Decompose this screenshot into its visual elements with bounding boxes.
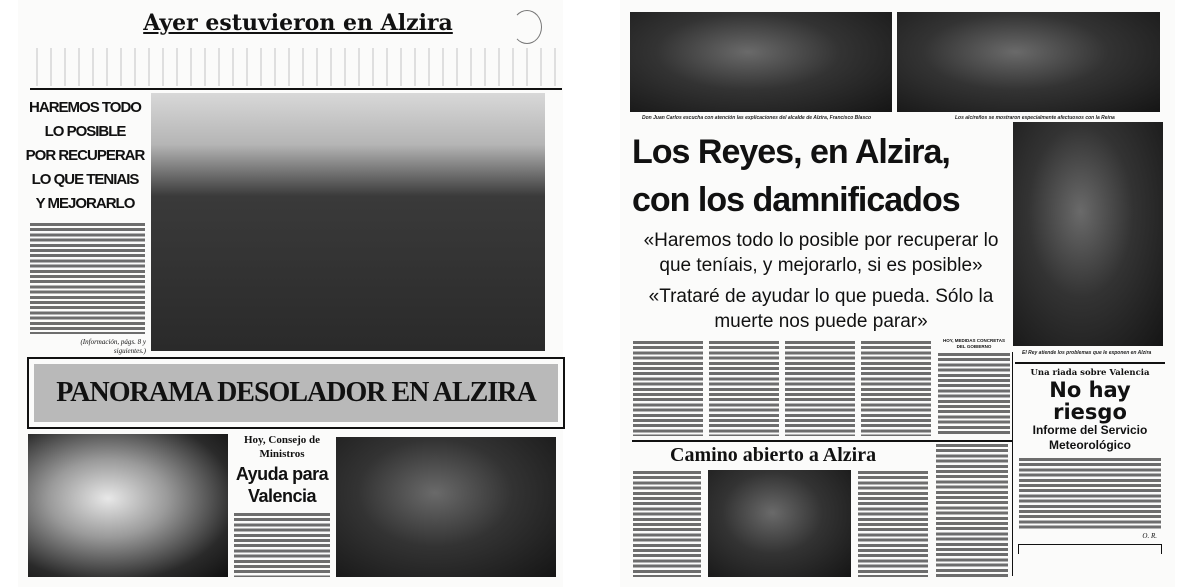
lead-body-text <box>30 222 145 334</box>
banner-headline: PANORAMA DESOLADOR EN ALZIRA <box>34 364 558 422</box>
lead-line: Y MEJORARLO <box>35 195 135 212</box>
section-body-col-2 <box>858 470 928 577</box>
body-col-2 <box>709 340 779 436</box>
body-col-1 <box>633 340 703 436</box>
side-kicker: Hoy, Consejo de Ministros <box>243 434 321 460</box>
side-headline: Ayuda para Valencia <box>235 464 329 506</box>
caption-queen: Los alcireños se mostraron especialmente afectuosos con la Reina <box>955 115 1115 121</box>
weather-signature: O. R. <box>1142 532 1157 540</box>
caption-king: Don Juan Carlos escucha con atención las explicaciones del alcalde de Alzira, Francisco Blasco <box>642 115 872 121</box>
photo-residents-night[interactable] <box>708 470 851 577</box>
side-body-text <box>234 512 330 577</box>
photo-queen-greeted[interactable] <box>897 12 1160 112</box>
body-col-4 <box>861 340 931 436</box>
weather-headline: No hay riesgo <box>1049 378 1131 424</box>
lead-line: HAREMOS TODO <box>29 99 141 116</box>
quote-2: «Trataré de ayudar lo que pueda. Sólo la muerte nos puede parar» <box>648 286 994 332</box>
lead-line: LO POSIBLE <box>44 123 126 140</box>
banner-box <box>27 357 565 429</box>
weather-kicker: Una riada sobre Valencia <box>1030 368 1150 378</box>
info-reference: (Información, págs. 8 y siguientes.) <box>80 338 146 355</box>
lead-line: POR RECUPERAR <box>25 147 145 164</box>
weather-subhead: Informe del Servicio Meteorológico <box>1032 423 1148 452</box>
left-newspaper-page <box>18 0 563 587</box>
faded-masthead <box>30 48 560 86</box>
lead-headline <box>22 96 148 216</box>
subhead-measures: HOY, MEDIDAS CONCRETAS DEL GOBIERNO <box>943 338 1005 349</box>
body-col-5 <box>938 352 1010 436</box>
photo-king-listening[interactable] <box>630 12 892 112</box>
section-divider <box>632 440 1012 442</box>
weather-body-text <box>1019 457 1161 531</box>
caption-king-crowd: El Rey atiende los problemas que le exponen en Alzira <box>1022 350 1152 356</box>
stamp-circle <box>512 10 542 44</box>
lead-line: LO QUE TENIAIS <box>31 171 139 188</box>
photo-king-crowd[interactable] <box>1013 122 1163 346</box>
section-body-col-3 <box>936 443 1008 577</box>
weather-box-frame <box>1018 544 1162 554</box>
section-headline: Camino abierto a Alzira <box>670 444 877 466</box>
photo-injured-person[interactable] <box>336 437 556 577</box>
section-body-col-1 <box>633 470 701 577</box>
main-headline-line1: Los Reyes, en Alzira, <box>632 133 950 171</box>
left-headline: Ayer estuvieron en Alzira <box>143 10 453 36</box>
divider <box>30 88 562 90</box>
vertical-divider <box>1012 352 1013 576</box>
right-newspaper-page <box>620 0 1175 587</box>
photo-elderly-woman[interactable] <box>28 434 228 577</box>
body-col-3 <box>785 340 855 436</box>
main-headline-line2: con los damnificados <box>632 181 960 219</box>
photo-royals-walking[interactable] <box>151 93 545 351</box>
quote-1: «Haremos todo lo posible por recuperar lo que teníais, y mejorarlo, si es posible» <box>643 230 999 276</box>
weather-box <box>1015 362 1165 577</box>
